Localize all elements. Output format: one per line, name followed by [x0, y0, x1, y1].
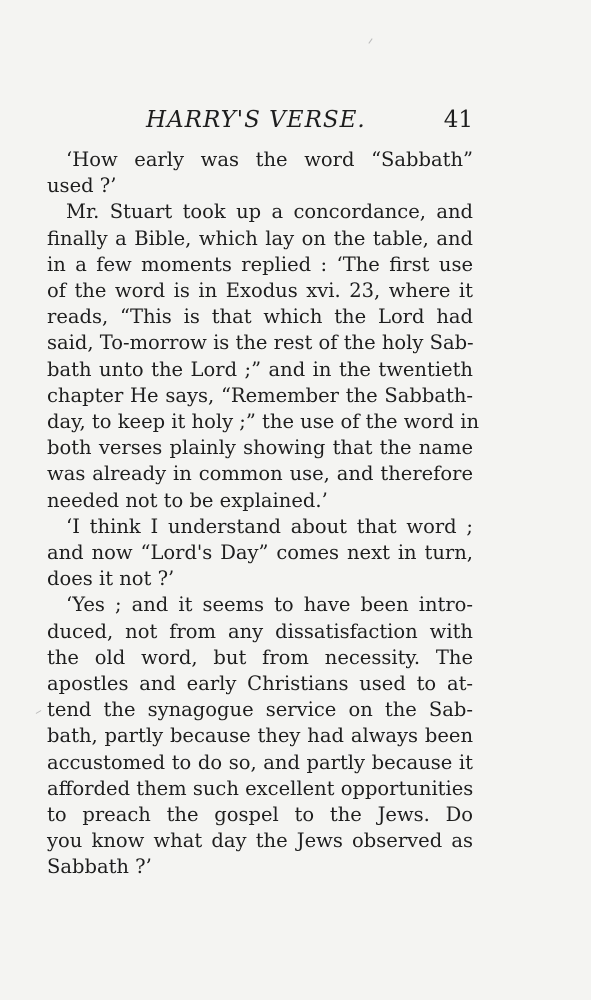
- running-title: HARRY'S VERSE.: [146, 107, 366, 133]
- text-line: ‘I think I understand about that word ;: [66, 514, 473, 538]
- text-line: of the word is in Exodus xvi. 23, where it: [47, 279, 473, 303]
- page-header: [47, 103, 473, 137]
- body-text: [47, 147, 479, 881]
- text-line: accustomed to do so, and partly because it: [47, 750, 473, 774]
- text-line: to preach the gospel to the Jews. Do: [47, 803, 473, 827]
- text-line: apostles and early Christians used to at-: [47, 672, 473, 696]
- text-line: and now “Lord's Day” comes next in turn,: [47, 541, 473, 565]
- text-line: reads, “This is that which the Lord had: [47, 305, 473, 329]
- text-line: Sabbath ?’: [47, 855, 152, 879]
- paragraph: [47, 592, 473, 880]
- text-line: used ?’: [47, 174, 117, 198]
- paper-speck: [368, 38, 372, 43]
- text-line: was already in common use, and therefore: [47, 462, 473, 486]
- text-line: day, to keep it holy ;” the use of the word in: [47, 410, 479, 434]
- text-line: does it not ?’: [47, 567, 175, 591]
- paragraph: [47, 147, 473, 199]
- text-line: you know what day the Jews observed as: [47, 829, 473, 853]
- text-line: duced, not from any dissatisfaction with: [47, 619, 473, 643]
- paragraph: [47, 199, 479, 513]
- page-number: 41: [443, 107, 473, 133]
- text-line: in a few moments replied : ‘The first use: [47, 252, 473, 276]
- text-line: needed not to be explained.’: [47, 488, 328, 512]
- text-line: afforded them such excellent opportunities: [47, 776, 474, 800]
- paragraph: [47, 514, 473, 593]
- text-line: tend the synagogue service on the Sab-: [47, 698, 473, 722]
- paper-speck: [36, 710, 42, 714]
- text-line: the old word, but from necessity. The: [47, 645, 473, 669]
- text-line: both verses plainly showing that the name: [47, 436, 473, 460]
- text-line: ‘Yes ; and it seems to have been intro-: [66, 593, 473, 617]
- text-line: said, To-morrow is the rest of the holy Sab-: [47, 331, 474, 355]
- text-line: bath, partly because they had always been: [47, 724, 473, 748]
- text-line: Mr. Stuart took up a concordance, and: [66, 200, 473, 224]
- text-line: finally a Bible, which lay on the table, and: [47, 226, 473, 250]
- text-line: ‘How early was the word “Sabbath”: [66, 148, 473, 171]
- text-line: bath unto the Lord ;” and in the twentieth: [47, 357, 473, 381]
- text-line: chapter He says, “Remember the Sabbath-: [47, 383, 473, 407]
